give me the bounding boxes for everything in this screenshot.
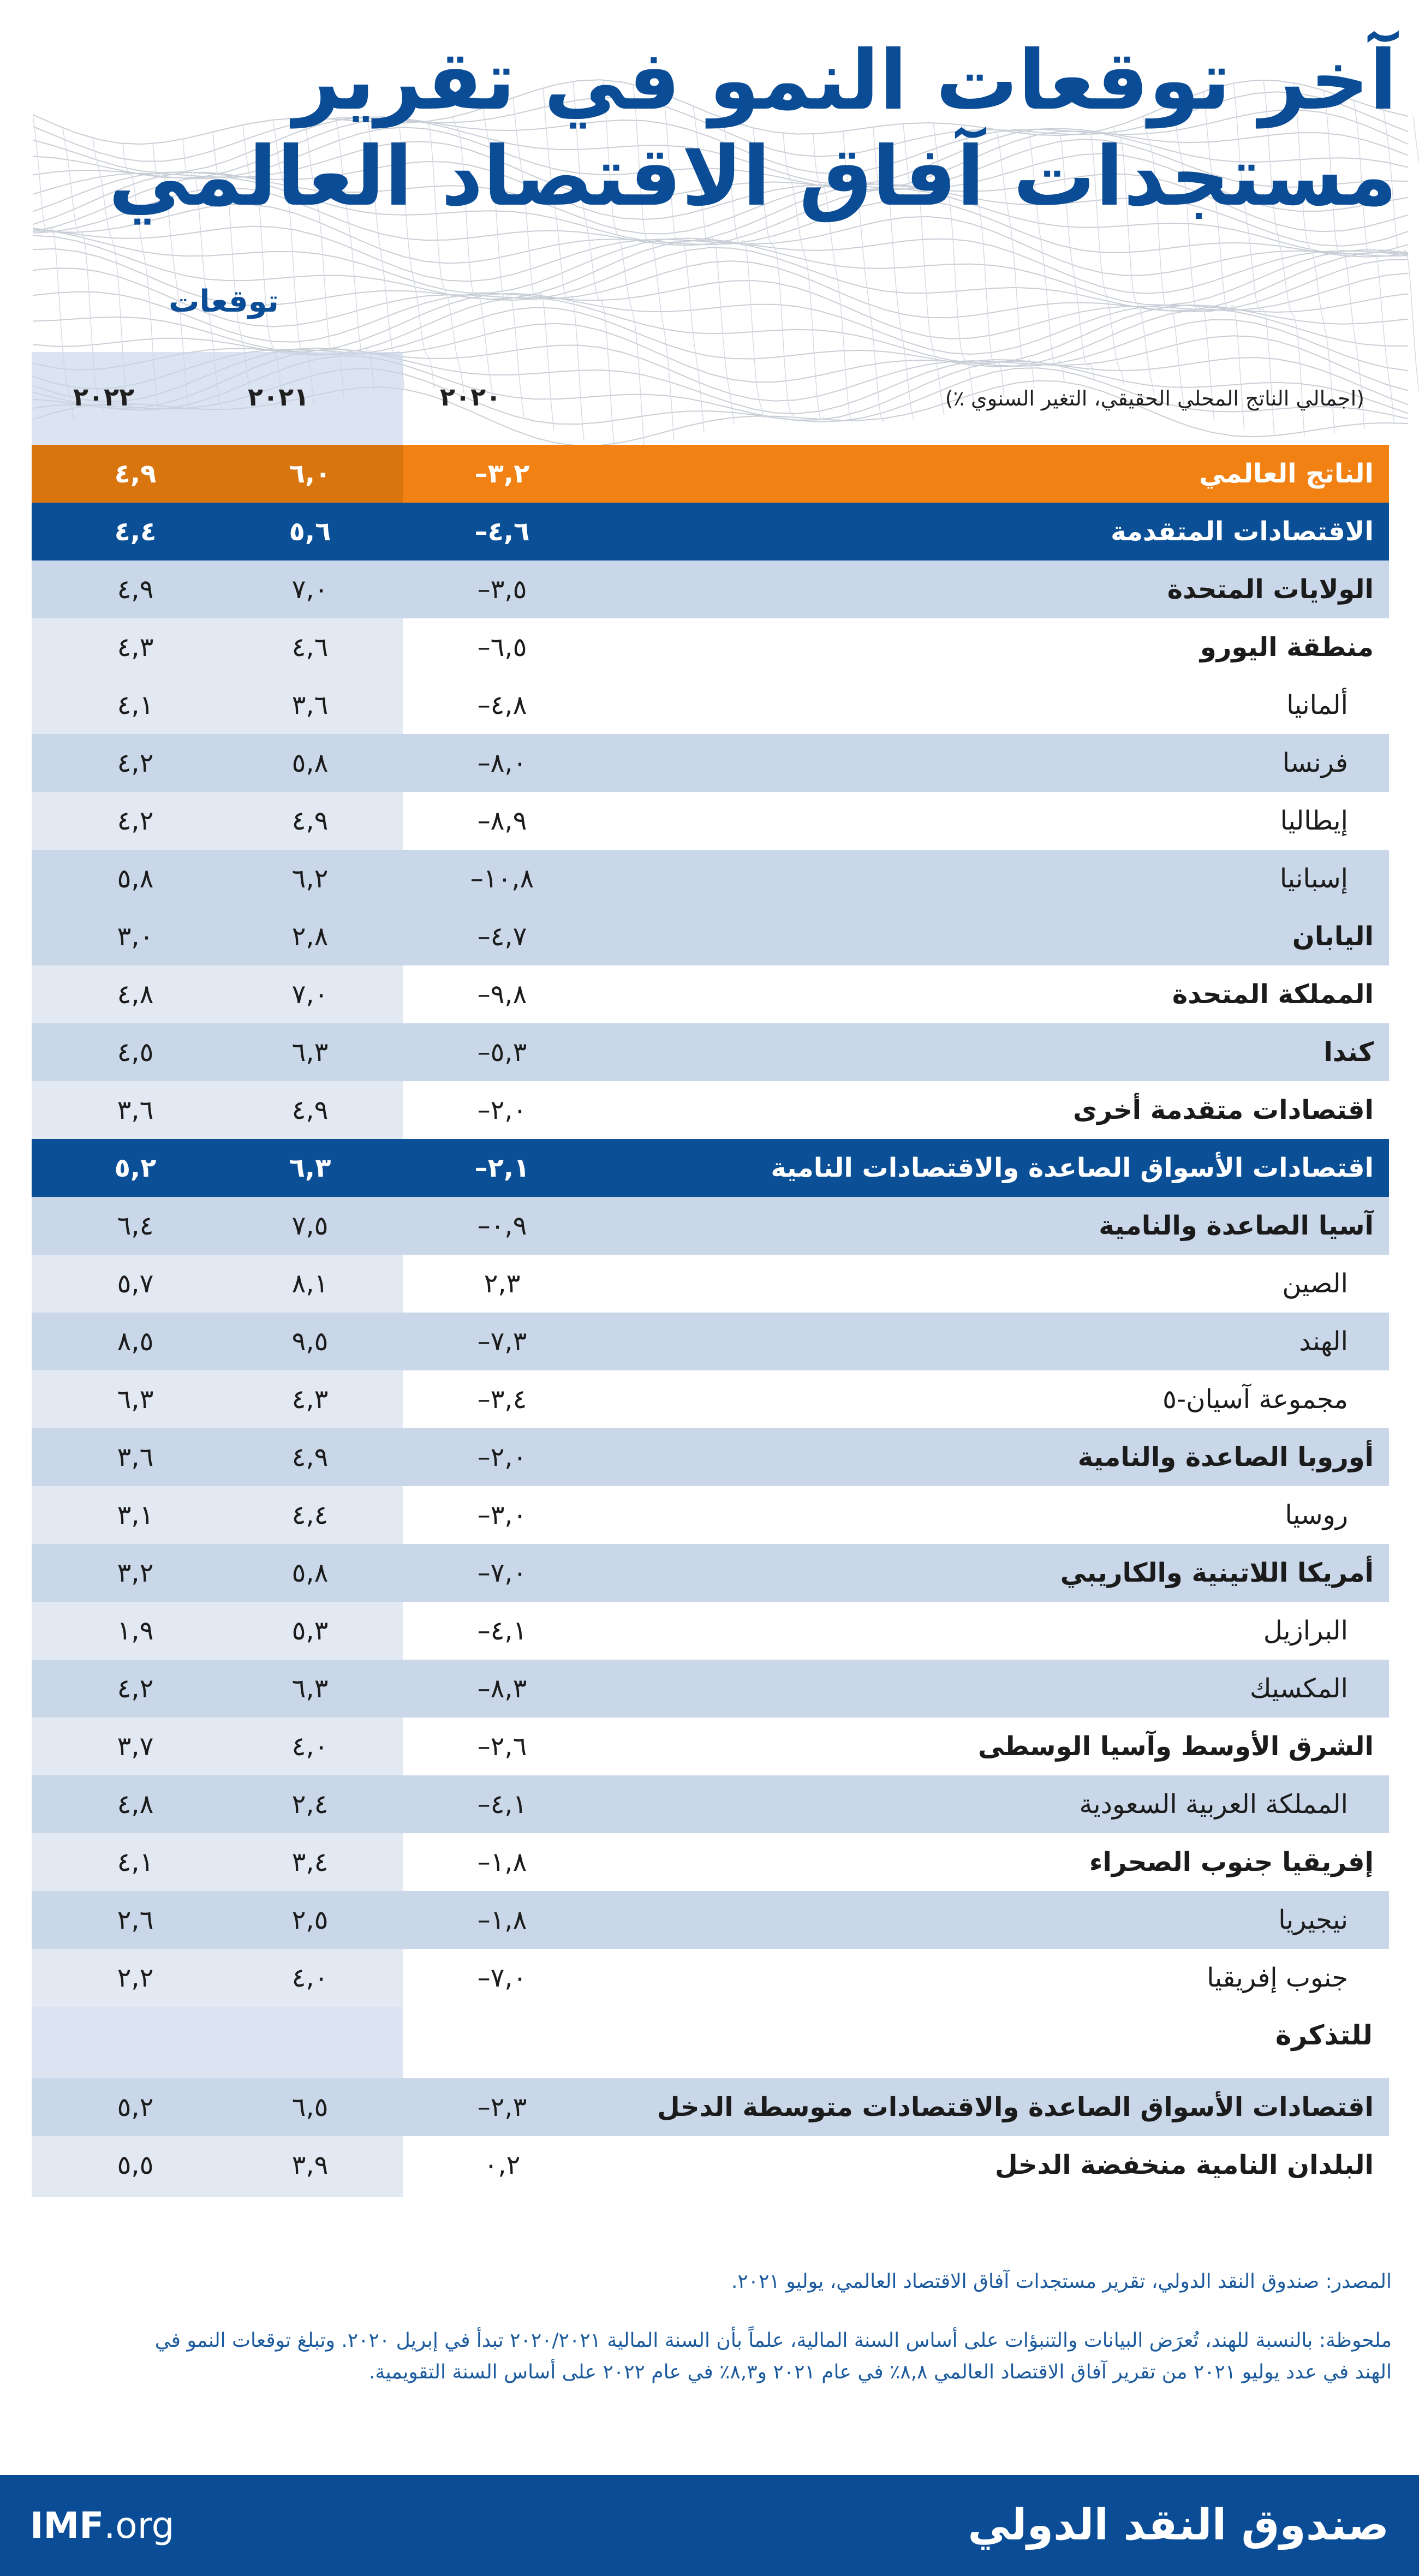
value-2022: ٤,٨ [117,979,154,1010]
value-2021: ٤,٦ [291,632,329,663]
value-2021: ٥,٦ [289,516,331,547]
value-2022: ٢,٦ [117,1905,154,1935]
value-2020: –٤,٨ [477,690,527,720]
value-2020: –٧,٣ [477,1326,527,1357]
value-2020: –٨,٣ [477,1673,527,1704]
row-label: الولايات المتحدة [1167,574,1374,605]
value-2020: –١,٨ [477,1847,527,1877]
value-2022: ٤,٢ [117,806,154,836]
value-2021: ٤,٩ [291,1095,329,1125]
value-2021: ٣,٤ [291,1847,329,1877]
imf-organization-name: صندوق النقد الدولي [968,2501,1389,2550]
table-row [32,2078,1389,2136]
table-row [32,1023,1389,1081]
value-2020: –٢,٠ [477,1442,527,1472]
value-2021: ٤,٠ [291,1731,329,1762]
value-2022: ٥,٥ [117,2150,154,2180]
value-2021: ٦,٣ [291,1037,329,1068]
value-2021: ٥,٨ [291,1558,329,1588]
row-label: الصين [1282,1268,1348,1299]
value-2021: ٤,٩ [291,806,329,836]
row-label: الاقتصادات المتقدمة [1111,516,1374,547]
row-label: مجموعة آسيان-٥ [1162,1384,1348,1415]
value-2022: ٢,٢ [117,1963,154,1993]
row-label: البرازيل [1263,1615,1348,1646]
value-2022: ٤,١ [117,690,154,720]
value-2021: ٤,٠ [291,1963,329,1993]
value-2022: ٦,٤ [117,1211,154,1241]
value-2022: ١,٩ [117,1615,154,1646]
value-2022: ٥,٢ [117,2092,154,2122]
mesh-line [1414,117,1419,424]
title-line-1: آخر توقعات النمو في تقرير [293,33,1397,128]
row-label: البلدان النامية منخفضة الدخل [995,2150,1374,2180]
mesh-line [33,217,1408,282]
value-2021: ٧,٠ [291,574,329,605]
table-row [32,1544,1389,1602]
value-2022: ٤,٨ [117,1789,154,1820]
page-title [22,33,1397,225]
table-row [32,965,1389,1023]
row-label: منطقة اليورو [1200,632,1374,663]
table-row [32,1255,1389,1313]
value-2020: –١٠,٨ [470,863,534,894]
row-label: المكسيك [1250,1673,1348,1704]
value-2020: –٠,٩ [477,1211,527,1241]
value-2021: ٨,١ [291,1268,329,1299]
value-2021: ٣,٦ [291,690,329,720]
value-2021: ٦,٢ [291,863,329,894]
value-2022: ٨,٥ [117,1326,154,1357]
table-row [32,445,1389,503]
table-row [32,734,1389,792]
row-label: الهند [1299,1326,1348,1357]
value-2022: ٤,٢ [117,748,154,778]
value-2022: ٥,٢ [114,1153,157,1183]
memo-label: للتذكرة [1275,2019,1373,2051]
footnote-line-2: الهند في عدد يوليو ٢٠٢١ من تقرير آفاق الاقتصاد العالمي ٨,٨٪ في عام ٢٠٢١ و٨,٣٪ في عام ٢٠٢٢ على أساس السنة التقويمية. [368,2361,1392,2383]
row-label: كندا [1323,1037,1374,1068]
value-2020: –٢,١ [474,1153,530,1183]
row-label: الناتج العالمي [1199,458,1374,489]
column-header-2022: ٢٠٢٢ [73,382,135,412]
table-row [32,618,1389,676]
imf-url-link[interactable] [30,2475,175,2576]
value-2021: ٥,٨ [291,748,329,778]
value-2022: ٤,٩ [114,458,157,489]
row-label: الشرق الأوسط وآسيا الوسطى [977,1731,1374,1762]
title-line-2: مستجدات آفاق الاقتصاد العالمي [108,129,1397,224]
table-row [32,1718,1389,1775]
value-2021: ٤,٩ [291,1442,329,1472]
value-2022: ٤,٥ [117,1037,154,1068]
table-row [32,1775,1389,1833]
value-2022: ٤,٢ [117,1673,154,1704]
column-header-2021: ٢٠٢١ [247,382,309,412]
value-2020: –٣,٢ [474,458,530,489]
value-2020: –٣,٠ [477,1500,527,1530]
value-2022: ٣,٢ [117,1558,154,1588]
row-label: إفريقيا جنوب الصحراء [1089,1847,1374,1877]
value-2022: ٤,٤ [114,516,157,547]
table-row [32,1486,1389,1544]
value-2022: ٦,٣ [117,1384,154,1415]
value-2022: ٤,١ [117,1847,154,1877]
value-2022: ٥,٧ [117,1268,154,1299]
row-label: آسيا الصاعدة والنامية [1099,1211,1374,1241]
footnote [27,2325,1392,2388]
value-2022: ٥,٨ [117,863,154,894]
value-2021: ٧,٥ [291,1211,329,1241]
value-2021: ٥,٣ [291,1615,329,1646]
value-2022: ٣,٦ [117,1095,154,1125]
value-2021: ٢,٥ [291,1905,329,1935]
row-label: روسيا [1285,1500,1348,1530]
table-row [32,1660,1389,1718]
table-row [32,1428,1389,1486]
value-2022: ٣,١ [117,1500,154,1530]
value-2020: –٣,٥ [477,574,527,605]
row-label: إيطاليا [1280,806,1348,836]
value-2020: –٢,٠ [477,1095,527,1125]
forecast-label: توقعات [169,284,279,319]
value-2021: ٩,٥ [291,1326,329,1357]
row-label: اقتصادات الأسواق الصاعدة والاقتصادات متوسطة الدخل [657,2092,1374,2122]
value-2021: ٢,٨ [291,921,329,952]
value-2021: ٦,٣ [291,1673,329,1704]
footnote-line-1: ملحوظة: بالنسبة للهند، تُعرَض البيانات والتنبؤات على أساس السنة المالية، علماً بأن السنة المالية ٢٠٢٠/٢٠٢١ تبدأ في إبريل ٢٠٢٠. وتبلغ توقعات النمو في [154,2329,1392,2352]
row-label: إسبانيا [1279,863,1348,894]
table-row [32,1197,1389,1255]
row-label: اليابان [1292,921,1374,952]
table-row [32,2136,1389,2196]
footer-bar [0,2475,1419,2576]
value-2022: ٣,٦ [117,1442,154,1472]
value-2021: ٦,٠ [289,458,331,489]
value-2022: ٣,٧ [117,1731,154,1762]
value-2020: –٨,٠ [477,748,527,778]
table-row [32,560,1389,618]
table-row [32,1370,1389,1428]
table-row [32,1313,1389,1370]
source-note: المصدر: صندوق النقد الدولي، تقرير مستجدات آفاق الاقتصاد العالمي، يوليو ٢٠٢١. [731,2270,1392,2293]
table-row [32,1949,1389,2007]
row-label: اقتصادات الأسواق الصاعدة والاقتصادات النامية [771,1153,1374,1183]
value-2020: –٨,٩ [477,806,527,836]
row-label: المملكة المتحدة [1172,979,1374,1010]
table-row [32,1081,1389,1139]
row-label: المملكة العربية السعودية [1079,1789,1348,1820]
row-label: أوروبا الصاعدة والنامية [1077,1442,1374,1472]
table-row [32,792,1389,850]
table-row [32,503,1389,560]
value-2020: ٢,٣ [484,1268,521,1299]
table-row [32,850,1389,908]
value-2020: –٤,٦ [474,516,530,547]
row-label: جنوب إفريقيا [1207,1963,1348,1993]
value-2020: –٧,٠ [477,1963,527,1993]
value-2020: –٢,٦ [477,1731,527,1762]
imf-url-bold: IMF [30,2505,104,2547]
value-2020: –٩,٨ [477,979,527,1010]
value-2020: –٤,١ [477,1615,527,1646]
imf-url-suffix: .org [104,2505,175,2547]
table-row [32,1139,1389,1197]
row-label: ألمانيا [1286,690,1348,720]
value-2020: –٤,٧ [477,921,527,952]
value-2020: ٠,٢ [484,2150,521,2180]
value-2021: ٦,٣ [289,1153,331,1183]
value-2020: –٥,٣ [477,1037,527,1068]
value-2020: –٧,٠ [477,1558,527,1588]
value-2021: ٤,٤ [291,1500,329,1530]
value-2021: ٧,٠ [291,979,329,1010]
row-label: نيجيريا [1278,1905,1348,1935]
value-2022: ٤,٣ [117,632,154,663]
value-2020: –٤,١ [477,1789,527,1820]
table-subheader: (اجمالي الناتج المحلي الحقيقي، التغير السنوي ٪) [945,386,1364,410]
table-row [32,1891,1389,1949]
value-2022: ٣,٠ [117,921,154,952]
value-2021: ٦,٥ [291,2092,329,2122]
table-row [32,908,1389,965]
row-label: اقتصادات متقدمة أخرى [1073,1095,1374,1125]
value-2021: ٢,٤ [291,1789,329,1820]
value-2022: ٤,٩ [117,574,154,605]
value-2020: –٣,٤ [477,1384,527,1415]
row-label: فرنسا [1282,748,1348,778]
table-row [32,676,1389,734]
table-row [32,1602,1389,1660]
row-label: أمريكا اللاتينية والكاريبي [1060,1558,1374,1588]
value-2020: –٢,٣ [477,2092,527,2122]
column-header-2020: ٢٠٢٠ [439,382,502,412]
table-row [32,1833,1389,1891]
value-2021: ٣,٩ [291,2150,329,2180]
value-2020: –١,٨ [477,1905,527,1935]
value-2021: ٤,٣ [291,1384,329,1415]
value-2020: –٦,٥ [477,632,527,663]
